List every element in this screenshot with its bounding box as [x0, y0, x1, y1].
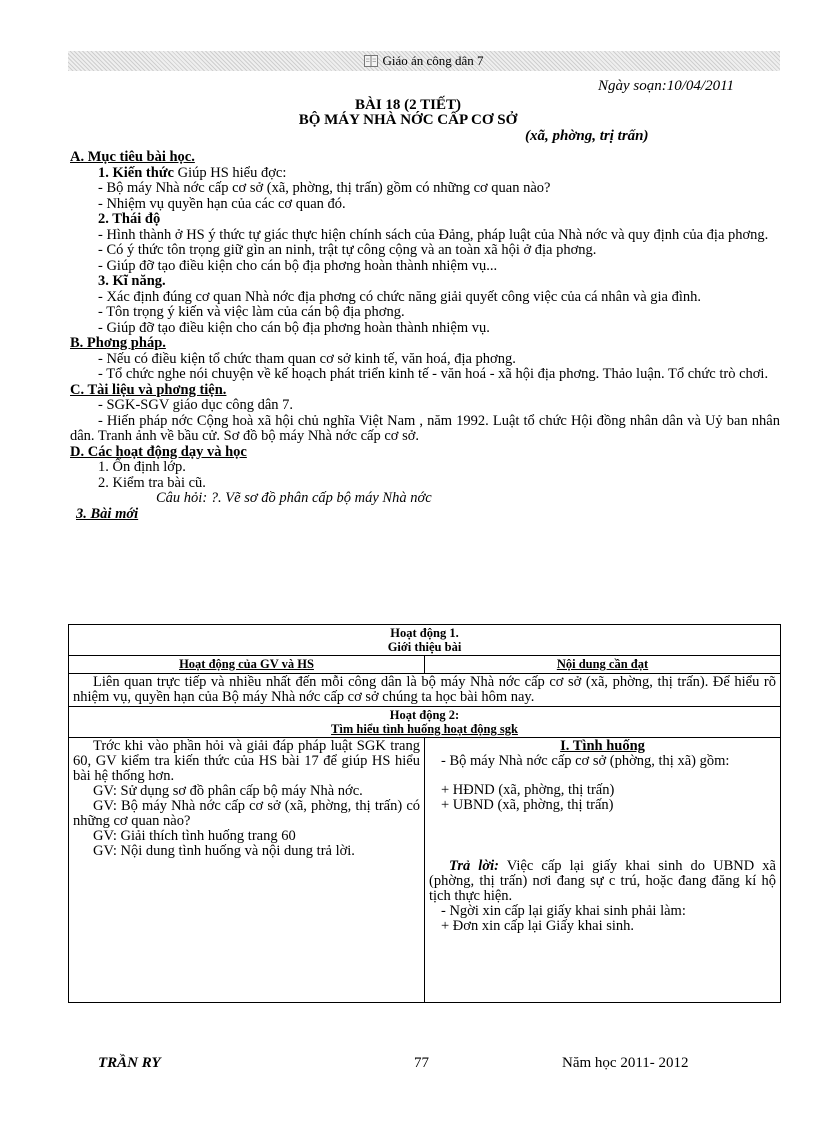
lesson-note: (xã, phờng, trị trấn): [525, 128, 649, 144]
lesson-title: BÀI 18 (2 TIẾT): [355, 97, 461, 113]
d-item: 2. Kiểm tra bài cũ.: [98, 474, 206, 491]
a1-item: - Bộ máy Nhà nớc cấp cơ sở (xã, phờng, thị trấn) gồm có những cơ quan nào?: [98, 180, 551, 196]
section-c-title: C. Tài liệu và phơng tiện.: [70, 381, 227, 398]
c-item: - SGK-SGV giáo dục công dân 7.: [98, 397, 294, 413]
a3-item: - Giúp đỡ tạo điều kiện cho cán bộ địa phơng hoàn thành nhiệm vụ.: [98, 319, 490, 336]
lesson-subtitle: BỘ MÁY NHÀ NỚC CẤP CƠ SỞ: [298, 112, 518, 128]
header-title: Giáo án công dân 7: [382, 53, 484, 69]
activity-2-subtitle: Tìm hiểu tình huống hoạt động sgk: [331, 722, 518, 736]
book-icon: [364, 55, 378, 67]
footer-school-year: Năm học 2011- 2012: [562, 1055, 689, 1071]
activity-2-header: [69, 707, 781, 738]
prep-date: Ngày soạn:10/04/2011: [598, 78, 734, 94]
d-question: Câu hỏi: ?. Vẽ sơ đồ phân cấp bộ máy Nhà nớc: [156, 490, 432, 506]
content-paragraph: + UBND (xã, phờng, thị trấn): [441, 797, 614, 813]
a3-title: 3. Kĩ năng.: [98, 273, 166, 289]
a2-item: - Giúp đỡ tạo điều kiện cho cán bộ địa phơng hoàn thành nhiệm vụ...: [98, 257, 498, 274]
intro-text: Liên quan trực tiếp và nhiều nhất đến mỗi công dân là bộ máy Nhà nớc cấp cơ sở (xã, phờng, thị trấn). Để hiểu rõ nhiệm vụ, quyền hạn của Bộ máy Nhà nớc cấp cơ sở chúng ta học bài hôm nay.: [73, 674, 776, 705]
section-a-title: A. Mục tiêu bài học.: [70, 149, 195, 165]
b-item: - Nếu có điều kiện tổ chức tham quan cơ sở kinh tế, văn hoá, địa phơng.: [98, 350, 516, 367]
answer-text: Việc cấp lại giấy khai sinh do UBND xã (phờng, thị trấn) nơi đang sự c trú, hoặc đang đăng kí hộ tịch thực hiện.: [429, 858, 776, 904]
table-row: [69, 625, 781, 656]
a2-title: 2. Thái độ: [98, 211, 161, 227]
answer-label: Trả lời:: [449, 858, 499, 874]
section-b-title: B. Phơng pháp.: [70, 335, 166, 351]
teacher-paragraph: GV: Sử dụng sơ đồ phân cấp bộ máy Nhà nớc.: [93, 783, 363, 799]
a1-title: 1. Kiến thức: [98, 164, 174, 181]
column-header-gv: Hoạt động của GV và HS: [69, 656, 425, 674]
a1-lead: Giúp HS hiểu đợc:: [173, 164, 287, 181]
a3-item: - Tôn trọng ý kiến và việc làm của cán bộ địa phơng.: [98, 304, 405, 320]
teacher-paragraph: Trớc khi vào phần hỏi và giải đáp pháp luật SGK trang 60, GV kiểm tra kiến thức của HS bài 17 để giúp HS hiểu bài hệ thống hơn.: [73, 738, 420, 784]
page-header: [68, 51, 780, 71]
intro-cell: [69, 674, 781, 707]
teacher-paragraph: GV: Nội dung tình huống và nội dung trả lời.: [93, 843, 355, 859]
d-new-lesson: 3. Bài mới: [76, 505, 139, 522]
situation-heading: I. Tình huống: [560, 738, 645, 754]
answer-paragraph: [429, 859, 776, 904]
section-d-title: D. Các hoạt động dạy và học: [70, 443, 247, 460]
content-paragraph: - Ngời xin cấp lại giấy khai sinh phải làm:: [441, 903, 686, 919]
table-row: [69, 707, 781, 738]
footer-page-number: 77: [414, 1055, 429, 1071]
activity-1-subtitle: Giới thiệu bài: [387, 640, 462, 654]
a3-item: - Xác định đúng cơ quan Nhà nớc địa phơng có chức năng giải quyết công việc của cá nhân và gia đình.: [98, 288, 702, 305]
b-item: - Tổ chức nghe nói chuyện về kế hoạch phát triển kinh tế - văn hoá - xã hội địa phơng. Thảo luận. Tổ chức trò chơi.: [98, 366, 769, 382]
teacher-activity-cell: [69, 738, 425, 1003]
content-paragraph: + Đơn xin cấp lại Giấy khai sinh.: [441, 918, 635, 934]
footer-author: TRẦN RY: [98, 1055, 161, 1071]
table-row: [69, 738, 781, 1003]
a2-item: - Hình thành ở HS ý thức tự giác thực hiện chính sách của Đảng, pháp luật của Nhà nớc và quy định của địa phơng.: [98, 226, 769, 243]
table-row: [69, 656, 781, 674]
content-paragraph: - Bộ máy Nhà nớc cấp cơ sở (phờng, thị xã) gồm:: [441, 753, 730, 769]
content-paragraph: + HĐND (xã, phờng, thị trấn): [441, 782, 615, 798]
teacher-paragraph: GV: Bộ máy Nhà nớc cấp cơ sở (xã, phờng, thị trấn) có những cơ quan nào?: [73, 798, 420, 829]
lesson-table: [68, 624, 781, 1003]
a1-line: [70, 166, 780, 182]
a1-item: - Nhiệm vụ quyền hạn của các cơ quan đó.: [98, 195, 346, 212]
d-item: 1. Ổn định lớp.: [98, 459, 186, 475]
activity-1-title: Hoạt động 1.: [390, 626, 459, 640]
a2-item: - Có ý thức tôn trọng giữ gìn an ninh, trật tự công cộng và an toàn xã hội ở địa phơng.: [98, 242, 597, 258]
activity-1-header: [69, 625, 781, 656]
teacher-paragraph: GV: Giải thích tình huống trang 60: [93, 828, 296, 844]
table-row: [69, 674, 781, 707]
lesson-content: [70, 150, 780, 522]
column-header-content: Nội dung cần đạt: [425, 656, 781, 674]
c-item: - Hiến pháp nớc Cộng hoà xã hội chủ nghĩa Việt Nam , năm 1992. Luật tổ chức Hội đồng nhân dân và Uỷ ban nhân dân. Tranh ảnh về bầu cử. Sơ đồ bộ máy Nhà nớc cấp cơ sở.: [70, 412, 780, 444]
activity-2-title: Hoạt động 2:: [389, 708, 460, 722]
content-cell: [425, 738, 781, 1003]
